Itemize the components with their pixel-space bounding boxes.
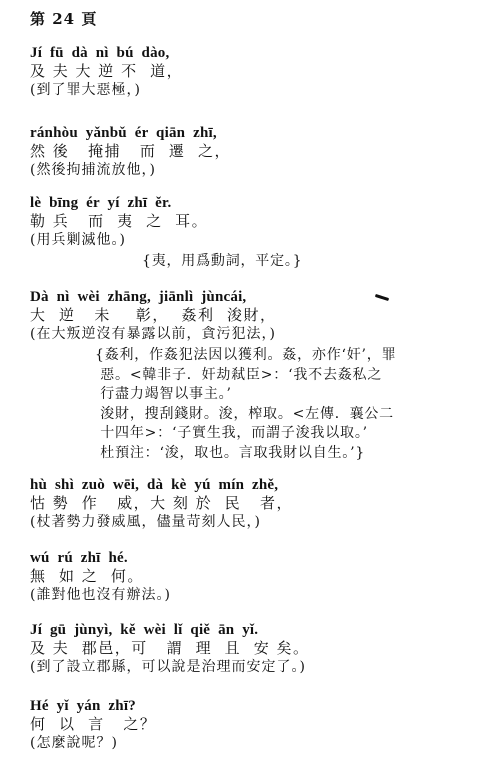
pinyin-line: lè bīng ér yí zhī ěr. — [30, 195, 172, 211]
chinese-line: 怙 勢 作 威，大 刻 於 民 者， — [30, 494, 293, 512]
chinese-line: 及 夫 大 逆 不 道， — [30, 62, 184, 80]
annotation-note: {夷，用爲動詞，平定。} — [142, 253, 303, 269]
translation-line: (怎麼說呢？) — [30, 735, 118, 751]
passage-6 — [30, 549, 490, 605]
annotation-note — [95, 346, 396, 463]
note-line: 浚財，搜刮錢財。浚，榨取。<左傳．襄公二 — [95, 405, 394, 422]
translation-line: (到了罪大惡極，) — [30, 82, 141, 98]
chinese-line: 及 夫 郡邑，可 謂 理 且 安 矣。 — [30, 639, 310, 657]
passage-2 — [30, 124, 490, 180]
pinyin-line: hù shì zuò wēi, dà kè yú mín zhě, — [30, 477, 279, 493]
note-line: 惡。<韓非子．奸劫弒臣>：‘我不去姦私之 — [95, 366, 383, 383]
note-line: 十四年>：‘子實生我，而謂子浚我以取。’ — [95, 425, 368, 441]
translation-line: (誰對他也沒有辦法。) — [30, 587, 171, 603]
chinese-line: 然 後 掩捕 而 遷 之， — [30, 142, 231, 160]
page-header: 第 24 頁 — [30, 10, 98, 28]
passage-4 — [30, 288, 490, 344]
passage-7 — [30, 621, 490, 677]
note-line: {姦利，作姦犯法因以獲利。姦，亦作‘奸’，罪 — [95, 347, 397, 363]
translation-line: (用兵剿滅他。) — [30, 232, 126, 248]
chinese-line: 無 如 之 何。 — [30, 567, 144, 585]
passage-1 — [30, 44, 490, 100]
translation-line: (杖著勢力發威風，儘量苛刻人民，) — [30, 514, 261, 530]
pinyin-line: wú rú zhī hé. — [30, 550, 128, 566]
pinyin-line: Dà nì wèi zhāng, jiānlì jùncái, — [30, 289, 247, 305]
passage-8 — [30, 697, 490, 753]
chinese-line: 何 以 言 之？ — [30, 715, 157, 733]
chinese-line: 勒 兵 而 夷 之 耳。 — [30, 212, 209, 230]
passage-5 — [30, 476, 490, 532]
pinyin-line: Hé yǐ yán zhī? — [30, 698, 136, 714]
chinese-line: 大 逆 未 彰， 姦利 浚財， — [30, 306, 277, 324]
pinyin-line: Jí fū dà nì bú dào, — [30, 45, 170, 61]
pinyin-line: ránhòu yǎnbǔ ér qiān zhī, — [30, 125, 217, 141]
translation-line: (在大叛逆沒有暴露以前，貪污犯法，) — [30, 326, 276, 342]
note-line: 行盡力竭智以事主。’ — [95, 386, 232, 402]
translation-line: (到了設立郡縣，可以說是治理而安定了。) — [30, 659, 306, 675]
pinyin-line: Jí gū jùnyì, kě wèi lǐ qiě ān yǐ. — [30, 622, 259, 638]
passage-3 — [30, 194, 490, 250]
translation-line: (然後拘捕流放他，) — [30, 162, 156, 178]
note-line: 杜預注：‘浚，取也。言取我財以自生。’} — [95, 444, 366, 461]
